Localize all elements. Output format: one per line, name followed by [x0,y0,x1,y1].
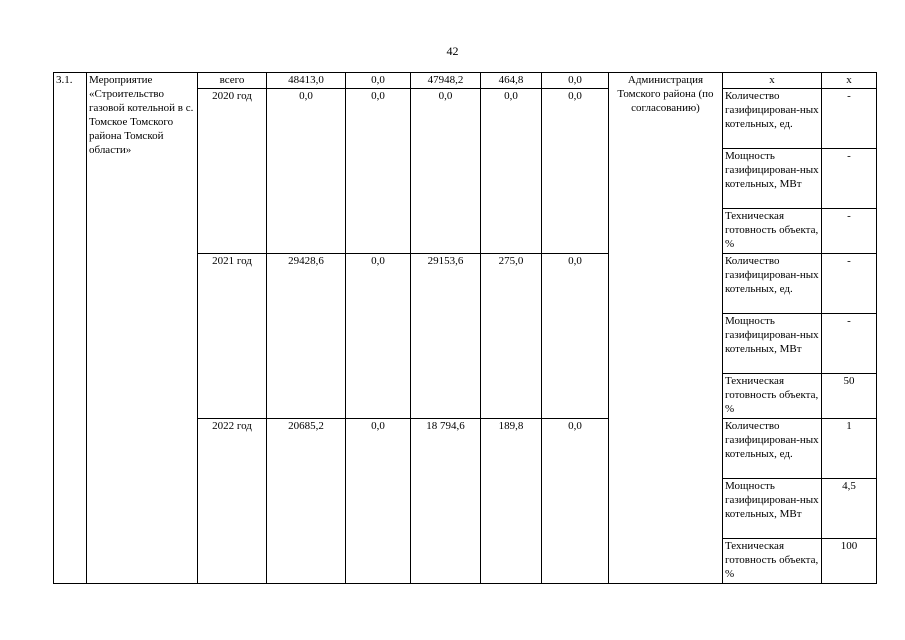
value-cell: 0,0 [346,419,411,584]
indicator-cell: Количество газифицирован-ных котельных, ед. [723,254,822,314]
indicator-value-cell: - [822,89,877,149]
indicator-cell: Мощность газифицирован-ных котельных, МВт [723,479,822,539]
indicator-cell: Количество газифицирован-ных котельных, ед. [723,89,822,149]
indicator-value-cell: 100 [822,539,877,584]
period-cell: 2021 год [198,254,267,419]
indicator-value-cell: - [822,254,877,314]
value-cell: 29153,6 [411,254,481,419]
table-row-total [54,73,877,89]
value-cell: 0,0 [542,254,609,419]
indicator-cell: Техническая готовность объекта, % [723,539,822,584]
period-cell: 2022 год [198,419,267,584]
program-table [53,72,877,584]
indicator-value-cell: 4,5 [822,479,877,539]
indicator-value-cell: - [822,209,877,254]
indicator-value-cell: - [822,314,877,374]
value-cell: 189,8 [481,419,542,584]
value-cell: 275,0 [481,254,542,419]
value-cell: 0,0 [411,89,481,254]
indicator-cell: Техническая готовность объекта, % [723,374,822,419]
indicator-value-cell: 50 [822,374,877,419]
indicator-cell: х [723,73,822,89]
indicator-value-cell: 1 [822,419,877,479]
value-cell: 47948,2 [411,73,481,89]
page-number: 42 [446,44,459,58]
value-cell: 0,0 [542,73,609,89]
value-cell: 0,0 [346,89,411,254]
indicator-cell: Количество газифицирован-ных котельных, ед. [723,419,822,479]
indicator-cell: Техническая готовность объекта, % [723,209,822,254]
value-cell: 0,0 [346,254,411,419]
indicator-cell: Мощность газифицирован-ных котельных, МВт [723,314,822,374]
value-cell: 0,0 [346,73,411,89]
indicator-value-cell: х [822,73,877,89]
indicator-cell: Мощность газифицирован-ных котельных, МВт [723,149,822,209]
period-cell: всего [198,73,267,89]
row-number: 3.1. [54,73,87,584]
value-cell: 464,8 [481,73,542,89]
value-cell: 0,0 [542,419,609,584]
value-cell: 20685,2 [267,419,346,584]
value-cell: 0,0 [481,89,542,254]
value-cell: 0,0 [267,89,346,254]
period-cell: 2020 год [198,89,267,254]
executor-cell: Администрация Томского района (по согласованию) [609,73,723,584]
value-cell: 48413,0 [267,73,346,89]
value-cell: 29428,6 [267,254,346,419]
value-cell: 0,0 [542,89,609,254]
indicator-value-cell: - [822,149,877,209]
value-cell: 18 794,6 [411,419,481,584]
event-name: Мероприятие «Строительство газовой котельной в с. Томское Томского района Томской области» [87,73,198,584]
